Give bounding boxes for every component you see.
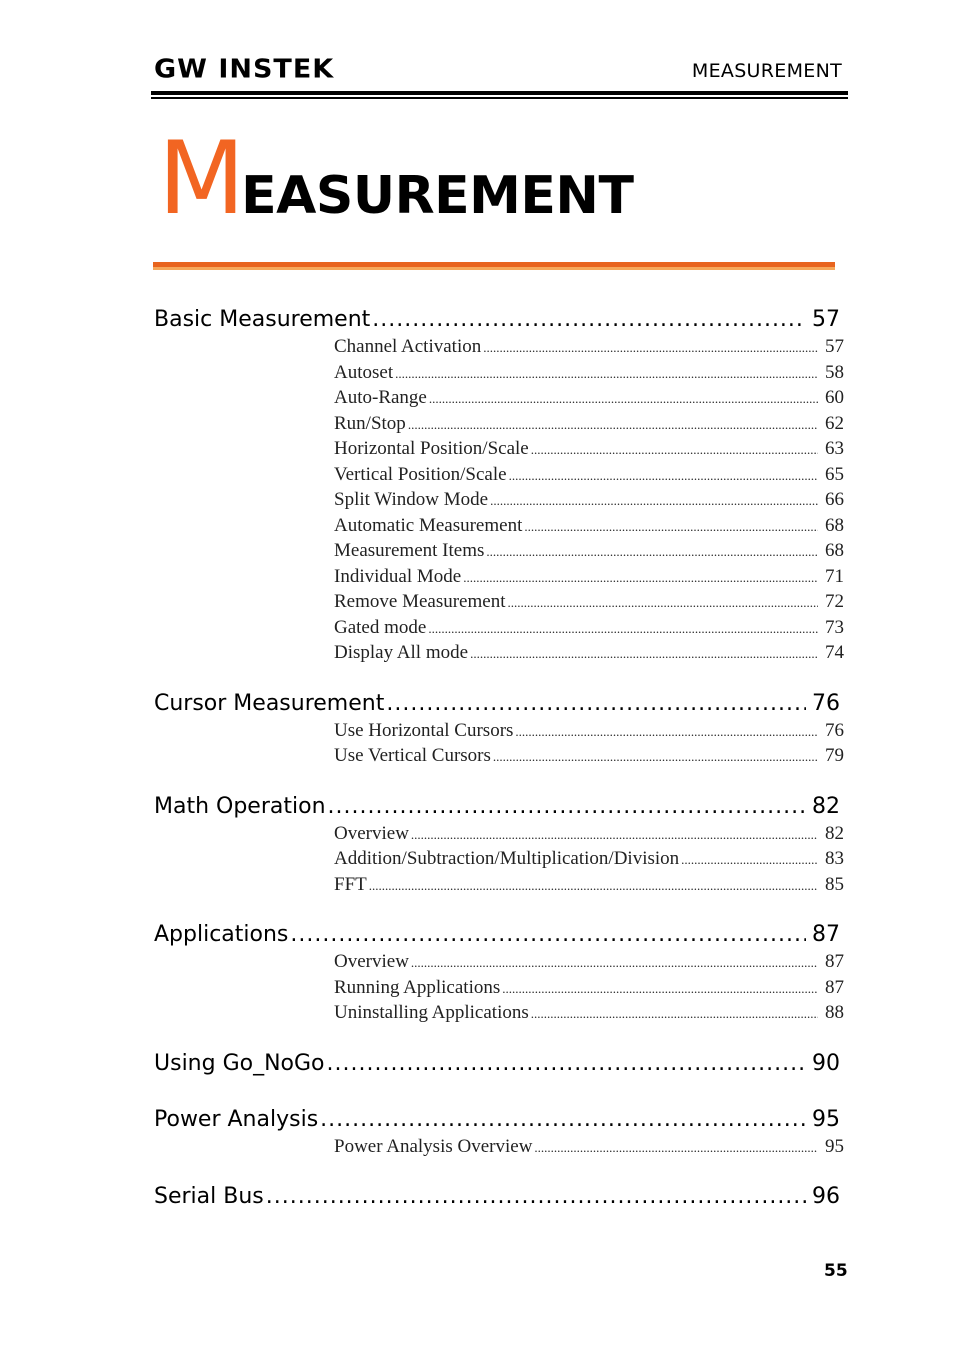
dot-leader bbox=[502, 975, 818, 1002]
toc-subentry-title: Power Analysis Overview bbox=[334, 1135, 533, 1157]
chapter-drop-cap: M bbox=[158, 119, 242, 237]
dot-leader bbox=[515, 718, 818, 745]
toc-section bbox=[154, 793, 844, 898]
toc-subentry[interactable] bbox=[334, 360, 844, 386]
toc-subentry[interactable] bbox=[334, 949, 844, 975]
dot-leader bbox=[372, 306, 806, 334]
header-rule bbox=[151, 91, 848, 95]
dot-leader bbox=[266, 1183, 806, 1211]
toc-section-title: Applications bbox=[154, 922, 289, 947]
toc-section-entry[interactable] bbox=[154, 690, 840, 718]
toc-subentry-page: 76 bbox=[825, 719, 844, 741]
dot-leader bbox=[470, 640, 818, 667]
toc-subentry-title: Individual Mode bbox=[334, 565, 462, 587]
toc-subentry[interactable] bbox=[334, 513, 844, 539]
toc-subentry[interactable] bbox=[334, 385, 844, 411]
toc-subentry-page: 65 bbox=[825, 463, 844, 485]
toc-subentry-page: 82 bbox=[825, 822, 844, 844]
toc-subentry-page: 87 bbox=[825, 976, 844, 998]
toc-subentry-page: 79 bbox=[825, 745, 844, 766]
dot-leader bbox=[290, 921, 806, 949]
toc-subentry[interactable] bbox=[334, 743, 844, 769]
toc-section bbox=[154, 690, 844, 769]
dot-leader bbox=[524, 513, 818, 540]
toc-subentry-title: Automatic Measurement bbox=[334, 514, 523, 536]
brand-logo: GW INSTEK bbox=[154, 54, 335, 85]
toc-section-page: 82 bbox=[812, 793, 840, 819]
toc-subentry-title: FFT bbox=[334, 873, 367, 895]
toc-section-title: Serial Bus bbox=[154, 1184, 264, 1209]
dot-leader bbox=[411, 821, 818, 848]
toc-subentry[interactable] bbox=[334, 462, 844, 488]
toc-section-page: 90 bbox=[812, 1050, 840, 1076]
toc-section-entry[interactable] bbox=[154, 1183, 840, 1211]
page-number: 55 bbox=[824, 1261, 848, 1281]
toc-section bbox=[154, 1050, 844, 1078]
toc-subentry-page: 68 bbox=[825, 540, 844, 561]
toc-subentry-page: 85 bbox=[825, 873, 844, 895]
toc-subentry-title: Running Applications bbox=[334, 976, 501, 998]
toc-subentry-page: 74 bbox=[825, 642, 844, 663]
toc-subentry[interactable] bbox=[334, 718, 844, 744]
toc-subentry[interactable] bbox=[334, 821, 844, 847]
toc-section-page: 87 bbox=[812, 922, 840, 947]
toc-section-title: Cursor Measurement bbox=[154, 690, 385, 716]
toc-section-title: Math Operation bbox=[154, 793, 326, 819]
toc-subentry-title: Measurement Items bbox=[334, 540, 485, 561]
toc-section-page: 57 bbox=[812, 307, 840, 332]
toc-section-page: 76 bbox=[812, 690, 840, 716]
dot-leader bbox=[428, 615, 818, 642]
toc-subentry-title: Overview bbox=[334, 951, 409, 972]
toc-section-entry[interactable] bbox=[154, 306, 840, 334]
dot-leader bbox=[408, 411, 818, 438]
toc-section-title: Basic Measurement bbox=[154, 307, 371, 332]
toc-subentry-page: 95 bbox=[825, 1135, 844, 1157]
dot-leader bbox=[681, 846, 818, 873]
toc-section bbox=[154, 306, 844, 666]
toc-subentry-title: Remove Measurement bbox=[334, 591, 506, 612]
toc-section-title: Using Go_NoGo bbox=[154, 1050, 325, 1076]
toc-subentry[interactable] bbox=[334, 436, 844, 462]
toc-subentry[interactable] bbox=[334, 846, 844, 872]
toc-subentry-page: 60 bbox=[825, 387, 844, 408]
toc-subentry-page: 73 bbox=[825, 616, 844, 638]
dot-leader bbox=[531, 436, 818, 463]
toc-subentry[interactable] bbox=[334, 411, 844, 437]
toc-subentry-page: 63 bbox=[825, 438, 844, 459]
toc-subentry-title: Overview bbox=[334, 822, 409, 844]
toc-subentry-page: 58 bbox=[825, 361, 844, 383]
dot-leader bbox=[395, 360, 818, 387]
toc-subentry-title: Channel Activation bbox=[334, 336, 482, 357]
toc-subentry-title: Split Window Mode bbox=[334, 489, 489, 510]
toc-subentry-title: Gated mode bbox=[334, 616, 427, 638]
dot-leader bbox=[328, 793, 806, 821]
toc-subentry[interactable] bbox=[334, 1134, 844, 1160]
running-header-title: MEASUREMENT bbox=[691, 60, 842, 82]
dot-leader bbox=[386, 690, 806, 718]
toc-subentry[interactable] bbox=[334, 334, 844, 360]
dot-leader bbox=[429, 385, 818, 412]
dot-leader bbox=[507, 589, 818, 616]
toc-section bbox=[154, 1183, 844, 1211]
dot-leader bbox=[463, 564, 818, 591]
dot-leader bbox=[486, 538, 818, 565]
toc-subentry-title: Uninstalling Applications bbox=[334, 1002, 529, 1023]
toc-section-entry[interactable] bbox=[154, 921, 840, 949]
toc-subentry[interactable] bbox=[334, 615, 844, 641]
toc-section-entry[interactable] bbox=[154, 1050, 840, 1078]
toc-subentry-page: 57 bbox=[825, 336, 844, 357]
dot-leader bbox=[509, 462, 818, 489]
dot-leader bbox=[320, 1106, 806, 1134]
dot-leader bbox=[493, 743, 818, 770]
toc-subentry-page: 87 bbox=[825, 951, 844, 972]
chapter-title-text: EASUREMENT bbox=[241, 166, 634, 226]
dot-leader bbox=[534, 1134, 818, 1161]
toc-subentry-title: Auto-Range bbox=[334, 387, 427, 408]
toc-section-entry[interactable] bbox=[154, 793, 840, 821]
toc-subentry-title: Horizontal Position/Scale bbox=[334, 438, 529, 459]
toc-subentry-title: Use Horizontal Cursors bbox=[334, 719, 514, 741]
toc-subentry[interactable] bbox=[334, 975, 844, 1001]
toc-subentry-title: Autoset bbox=[334, 361, 394, 383]
toc-subentry[interactable] bbox=[334, 564, 844, 590]
dot-leader bbox=[327, 1050, 806, 1078]
toc-subentry-title: Vertical Position/Scale bbox=[334, 463, 507, 485]
toc-subentry-title: Run/Stop bbox=[334, 412, 406, 434]
toc-subentry[interactable] bbox=[334, 487, 844, 513]
toc-subentry-page: 88 bbox=[825, 1002, 844, 1023]
toc-subentry[interactable] bbox=[334, 872, 844, 898]
dot-leader bbox=[369, 872, 818, 899]
toc-section bbox=[154, 1106, 844, 1160]
toc-subentry-title: Display All mode bbox=[334, 642, 469, 663]
toc-subentry-page: 68 bbox=[825, 514, 844, 536]
dot-leader bbox=[483, 334, 818, 361]
toc-section-title: Power Analysis bbox=[154, 1106, 319, 1132]
toc-section-entry[interactable] bbox=[154, 1106, 840, 1134]
toc-subentry[interactable] bbox=[334, 589, 844, 615]
toc-section-page: 96 bbox=[812, 1184, 840, 1209]
toc-subentry-page: 83 bbox=[825, 848, 844, 869]
toc-section-page: 95 bbox=[812, 1106, 840, 1132]
toc-section bbox=[154, 921, 844, 1026]
table-of-contents bbox=[154, 306, 844, 1239]
toc-subentry-page: 72 bbox=[825, 591, 844, 612]
title-underline-light bbox=[153, 267, 835, 270]
header-rule-thin bbox=[151, 97, 848, 99]
dot-leader bbox=[531, 1000, 818, 1027]
dot-leader bbox=[490, 487, 818, 514]
toc-subentry[interactable] bbox=[334, 1000, 844, 1026]
toc-subentry-page: 71 bbox=[825, 565, 844, 587]
toc-subentry[interactable] bbox=[334, 640, 844, 666]
toc-subentry-title: Use Vertical Cursors bbox=[334, 745, 491, 766]
toc-subentry-page: 62 bbox=[825, 412, 844, 434]
toc-subentry-page: 66 bbox=[825, 489, 844, 510]
dot-leader bbox=[411, 949, 818, 976]
toc-subentry-title: Addition/Subtraction/Multiplication/Division bbox=[334, 848, 680, 869]
chapter-title bbox=[158, 119, 634, 237]
toc-subentry[interactable] bbox=[334, 538, 844, 564]
